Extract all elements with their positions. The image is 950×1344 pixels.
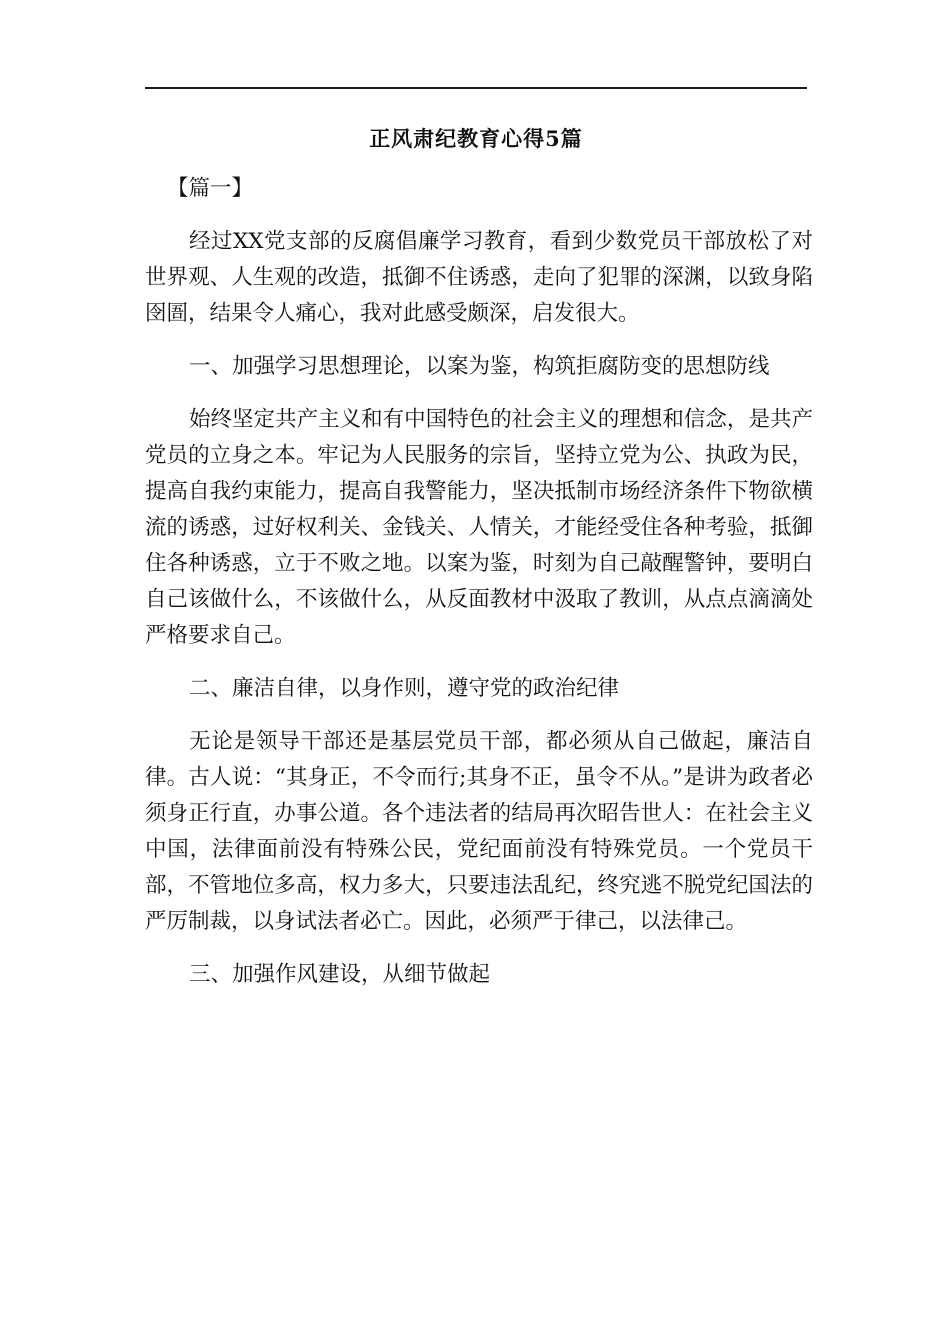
heading-three: 三、加强作风建设，从细节做起 [189, 962, 491, 987]
paragraph-one: 始终坚定共产主义和有中国特色的社会主义的理想和信念，是共产党员的立身之本。牢记为人民服务的宗旨，坚持立党为公、执政为民，提高自我约束能力，提高自我警能力，坚决抵制市场经济条件下物欲横流的诱惑，过好权利关、金钱关、人情关，才能经受住各种考验，抵御住各种诱惑，立于不败之地。以案为鉴，时刻为自己敲醒警钟，要明白自己该做什么，不该做什么，从反面教材中汲取了教训，从点点滴滴处严格要求自己。 [145, 407, 813, 648]
header-rule [145, 87, 807, 89]
document-body [145, 171, 813, 1010]
heading-one: 一、加强学习思想理论，以案为鉴，构筑拒腐防变的思想防线 [189, 354, 770, 379]
paragraph-intro: 经过XX党支部的反腐倡廉学习教育，看到少数党员干部放松了对世界观、人生观的改造，抵御不住诱惑，走向了犯罪的深渊，以致身陷囹圄，结果令人痛心，我对此感受颇深，启发很大。 [145, 229, 813, 326]
heading-two: 二、廉洁自律，以身作则，遵守党的政治纪律 [189, 676, 620, 701]
section-label: 【篇一】 [167, 176, 254, 201]
document-title: 正风肃纪教育心得5篇 [369, 126, 583, 151]
paragraph-two: 无论是领导干部还是基层党员干部，都必须从自己做起，廉洁自律。古人说：“其身正，不令而行;其身不正，虽令不从。”是讲为政者必须身正行直，办事公道。各个违法者的结局再次昭告世人：在社会主义中国，法律面前没有特殊公民，党纪面前没有特殊党员。一个党员干部，不管地位多高，权力多大，只要违法乱纪，终究逃不脱党纪国法的严厉制裁，以身试法者必亡。因此，必须严于律己，以法律己。 [145, 729, 813, 934]
